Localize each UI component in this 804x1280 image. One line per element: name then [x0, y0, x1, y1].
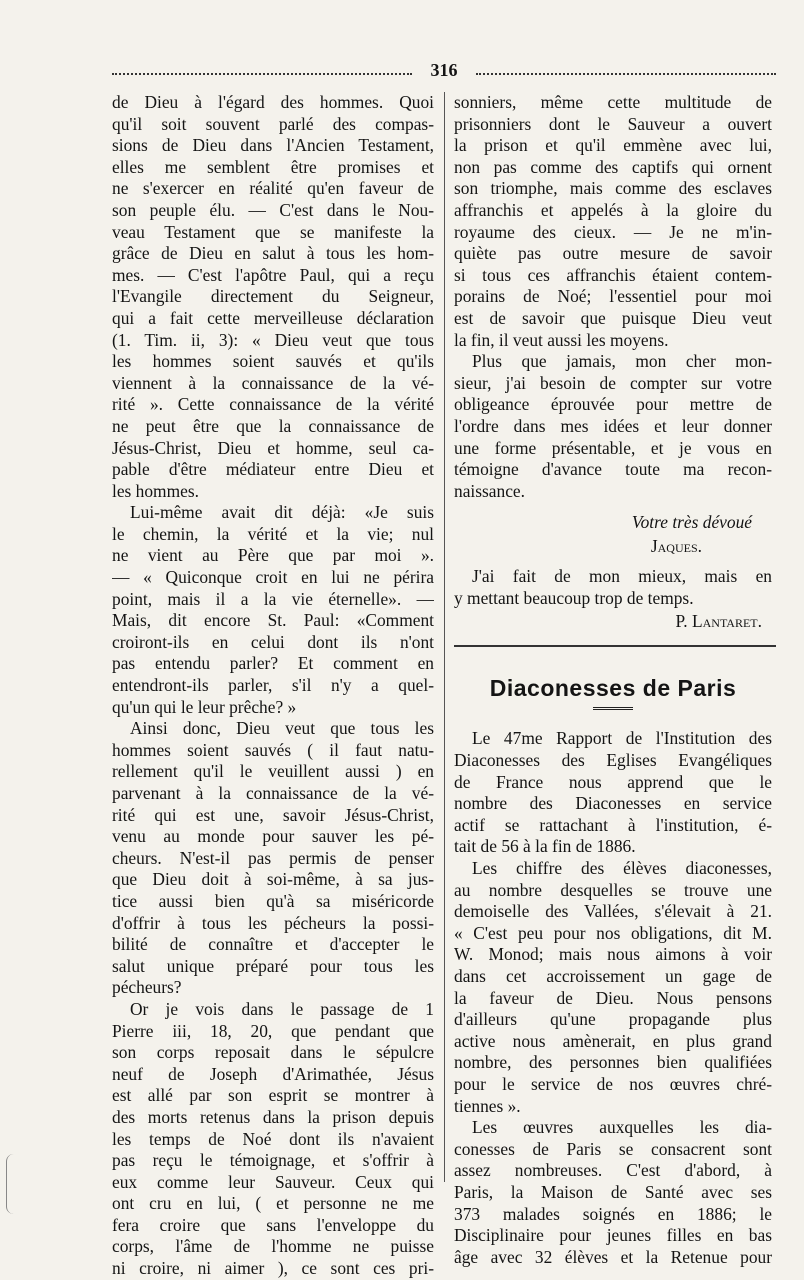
text-line: tiennes ».	[454, 1095, 521, 1116]
text-line: qui a fait cette merveilleuse déclaration	[112, 307, 434, 328]
text-line: âge avec 32 élèves et la Retenue pour	[454, 1246, 772, 1267]
text-line: qu'il soit souvent parlé des compas-	[112, 113, 434, 134]
text-line: cheurs. N'est-il pas permis de penser	[112, 847, 434, 868]
text-line: de France nous apprend que le	[454, 771, 772, 792]
text-line: l'ordre dans mes idées et leur donner	[454, 415, 772, 436]
text-line: l'Evangile directement du Seigneur,	[112, 286, 434, 307]
text-line: rité qui est une, savoir Jésus-Christ,	[112, 804, 434, 825]
text-line: pable d'être médiateur entre Dieu et	[112, 459, 434, 480]
text-line: Ainsi donc, Dieu veut que tous les	[130, 718, 434, 739]
text-line: viennent à la connaissance de la vé-	[112, 372, 434, 393]
text-line: (1. Tim. ii, 3): « Dieu veut que tous	[112, 329, 434, 350]
text-line: ont cru en lui, ( et personne ne me	[112, 1193, 434, 1214]
section-body	[454, 728, 772, 1268]
page-number: 316	[430, 60, 458, 80]
text-line: croiront-ils en celui dont ils n'ont	[112, 631, 434, 652]
text-line: son peuple élu. — C'est dans le Nou-	[112, 199, 434, 220]
text-line: ni croire, ni aimer ), ce sont ces pri-	[112, 1258, 434, 1279]
text-line: active nous amènerait, en plus grand	[454, 1030, 772, 1051]
text-line: obligeance éprouvée pour mettre de	[454, 394, 772, 415]
text-line: 373 malades soignés en 1886; le	[454, 1203, 772, 1224]
text-line: la fin, il veut aussi les moyens.	[454, 329, 669, 350]
valediction: Votre très dévoué	[631, 512, 752, 533]
text-line: Diaconesses des Eglises Evangéliques	[454, 750, 772, 771]
text-line: sieur, j'ai besoin de compter sur votre	[454, 372, 772, 393]
text-line: son corps reposait dans le sépulcre	[112, 1042, 434, 1063]
text-line: Les œuvres auxquelles les dia-	[472, 1117, 772, 1138]
text-line: mes. — C'est l'apôtre Paul, qui a reçu	[112, 264, 434, 285]
text-line: hommes soient sauvés ( il faut natu-	[112, 739, 434, 760]
text-line: porains de Noé; l'essentiel pour moi	[454, 286, 772, 307]
text-line: sonniers, même cette multitude de	[454, 92, 772, 112]
text-line: dans cet accroissement un gage de	[454, 966, 772, 986]
text-line: naissance.	[454, 480, 525, 501]
text-line: la prison et qu'il emmène avec lui,	[454, 135, 772, 156]
text-line: sions de Dieu dans l'Ancien Testament,	[112, 135, 434, 156]
text-line: ne vient au Père que par moi ».	[112, 545, 434, 566]
text-line: les hommes soient sauvés et qu'ils	[112, 351, 434, 372]
text-line: entendront-ils parler, s'il n'y a quel-	[112, 675, 434, 696]
text-line: affranchis et appelés à la gloire du	[454, 199, 772, 220]
text-line: royaume des cieux. — Je ne m'in-	[454, 221, 772, 242]
text-line: son triomphe, mais comme des esclaves	[454, 178, 772, 199]
text-line: corps, l'âme de l'homme ne puisse	[112, 1236, 434, 1257]
text-line: fera croire que sans l'enveloppe du	[112, 1214, 434, 1235]
text-line: nombre, des personnes bien qualifiées	[454, 1052, 772, 1073]
text-line: — « Quiconque croit en lui ne périra	[112, 567, 434, 588]
text-line: d'ailleurs qu'une propagande plus	[454, 1009, 772, 1030]
text-line: pécheurs?	[112, 977, 182, 998]
text-line: grâce de Dieu en salut à tous les hom-	[112, 243, 434, 264]
text-line: ne peut être que la connaissance de	[112, 415, 434, 436]
postscript-signature: P. Lantaret.	[675, 611, 762, 632]
text-line: pas reçu le témoignage, et s'offrir à	[112, 1150, 434, 1171]
text-line: les temps de Noé dont ils n'avaient	[112, 1128, 434, 1149]
page-edge-mark	[6, 1154, 21, 1214]
text-line: tait de 56 à la fin de 1886.	[454, 836, 636, 857]
text-line: si tous ces affranchis étaient contem-	[454, 264, 772, 285]
text-line: Le 47me Rapport de l'Institution des	[472, 728, 772, 749]
text-line: y mettant beaucoup trop de temps.	[454, 587, 694, 608]
text-line: est de savoir que puisque Dieu veut	[454, 307, 772, 328]
text-line: rité ». Cette connaissance de la vérité	[112, 394, 434, 415]
text-line: prisonniers dont le Sauveur a ouvert	[454, 113, 772, 134]
text-line: actif se rattachant à l'institution, é-	[454, 814, 772, 835]
text-line: que Dieu doit à soi-même, à sa jus-	[112, 869, 434, 890]
text-line: des morts retenus dans la prison depuis	[112, 1106, 434, 1127]
column-divider	[444, 92, 445, 1182]
text-line: Paris, la Maison de Santé avec ses	[454, 1181, 772, 1202]
text-line: Jésus-Christ, Dieu et homme, seul ca-	[112, 437, 434, 458]
text-line: nombre des Diaconesses en service	[454, 793, 772, 814]
text-line: ne s'exercer en réalité qu'en faveur de	[112, 178, 434, 199]
text-line: rellement qu'il le veuillent aussi ) en	[112, 761, 434, 782]
right-column	[454, 92, 772, 1268]
text-line: la faveur de Dieu. Nous pensons	[454, 987, 772, 1008]
spacer	[454, 558, 772, 566]
section-title: Diaconesses de Paris	[489, 675, 737, 702]
text-line: Plus que jamais, mon cher mon-	[472, 351, 772, 372]
text-line: venu au monde pour sauver les pé-	[112, 826, 434, 847]
text-line: salut unique préparé pour tous les	[112, 955, 434, 976]
text-line: quiète pas outre mesure de savoir	[454, 243, 772, 264]
text-line: Lui-même avait dit déjà: «Je suis	[130, 502, 434, 523]
text-line: pas entendu parler? Et comment en	[112, 653, 434, 674]
text-line: tice aussi bien qu'à sa miséricorde	[112, 890, 434, 911]
text-line: veau Testament que se manifeste la	[112, 221, 434, 242]
text-line: le chemin, la vérité et la vie; nul	[112, 523, 434, 544]
text-line: assez nombreuses. C'est d'abord, à	[454, 1160, 772, 1181]
text-line: Les chiffre des élèves diaconesses,	[472, 858, 772, 879]
text-line: Pierre iii, 18, 20, que pendant que	[112, 1020, 434, 1041]
text-line: J'ai fait de mon mieux, mais en	[472, 566, 772, 587]
text-line: parvenant à la connaissance de la vé-	[112, 783, 434, 803]
text-line: eux comme leur Sauveur. Ceux qui	[112, 1171, 434, 1192]
title-ornament	[593, 707, 633, 714]
postscript	[454, 566, 772, 609]
text-line: qu'un qui le leur prêche? »	[112, 696, 297, 717]
text-line: une forme présentable, et je vous en	[454, 437, 772, 458]
text-line: « C'est peu pour nos obligations, dit M.	[454, 922, 772, 943]
text-line: est allé par son esprit se montrer à	[112, 1085, 434, 1106]
text-line: Or je vois dans le passage de 1	[130, 998, 434, 1019]
spacer	[454, 502, 772, 510]
text-line: non pas comme des captifs qui ornent	[454, 156, 772, 177]
text-line: Disciplinaire pour jeunes filles en bas	[454, 1225, 772, 1246]
left-column	[112, 92, 434, 1280]
text-line: Mais, dit encore St. Paul: «Comment	[112, 610, 434, 631]
text-line: d'offrir à tous les pécheurs la possi-	[112, 912, 434, 933]
text-line: de Dieu à l'égard des hommes. Quoi	[112, 92, 434, 112]
letter-continuation	[454, 92, 772, 502]
signature: Jaques.	[650, 536, 702, 557]
text-line: conesses de Paris se consacrent sont	[454, 1138, 772, 1159]
text-line: pour le service de nos œuvres chré-	[454, 1073, 772, 1094]
text-line: neuf de Joseph d'Arimathée, Jésus	[112, 1063, 434, 1084]
text-line: au nombre desquelles se trouve une	[454, 879, 772, 900]
text-line: témoigne d'avance toute ma recon-	[454, 459, 772, 480]
text-line: point, mais il a la vie éternelle». —	[112, 588, 434, 609]
page-header	[112, 60, 776, 84]
text-line: bilité de connaître et d'accepter le	[112, 934, 434, 955]
text-line: W. Monod; mais nous aimons à voir	[454, 944, 772, 965]
text-line: les hommes.	[112, 480, 199, 501]
text-line: demoiselle des Vallées, s'élevait à 21.	[454, 901, 772, 922]
section-divider	[454, 645, 776, 647]
text-line: elles me semblent être promises et	[112, 156, 434, 177]
